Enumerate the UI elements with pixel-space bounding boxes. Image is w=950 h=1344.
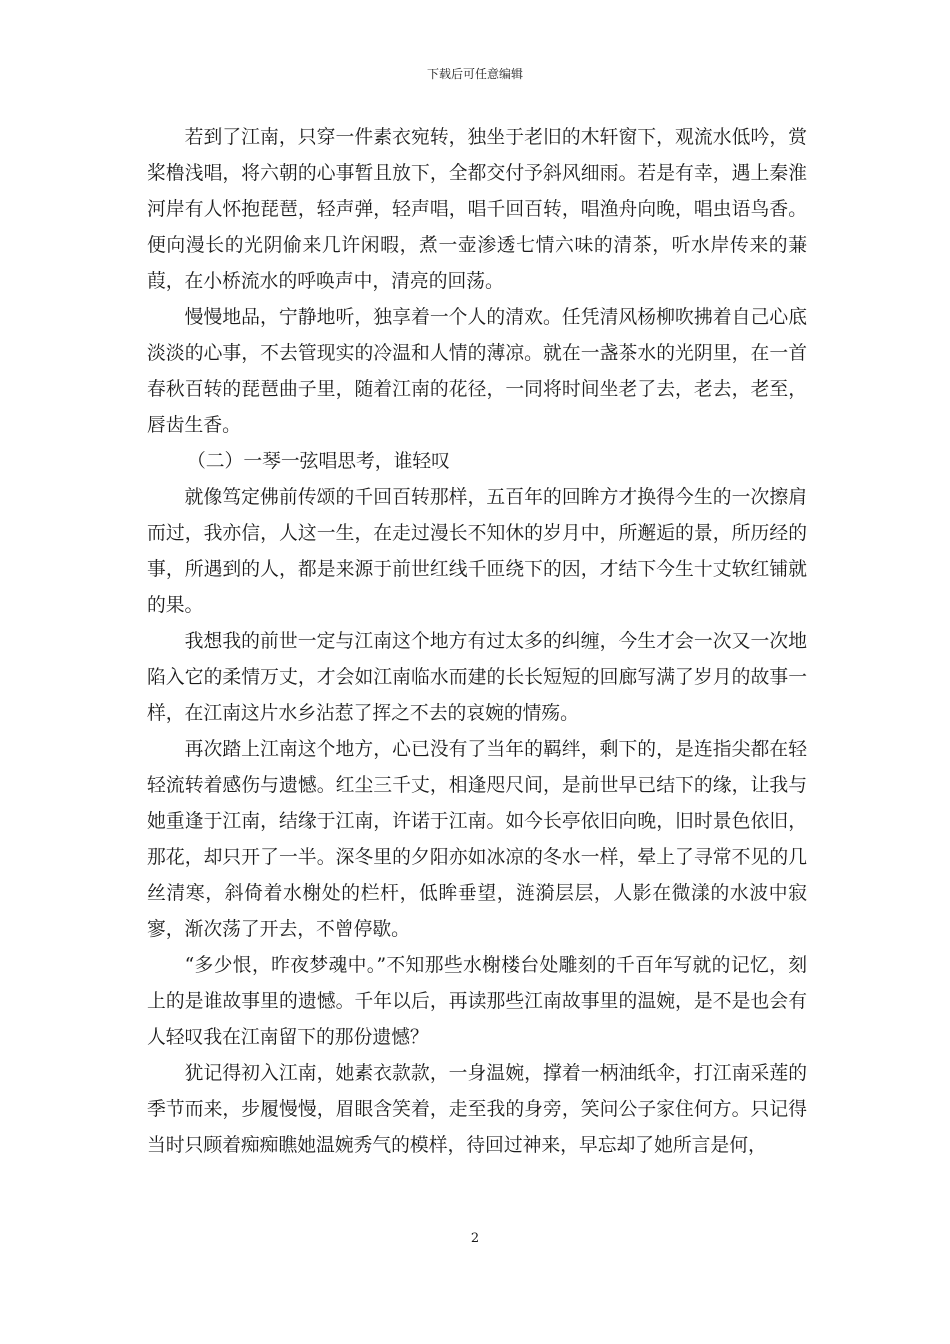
page-number: 2 (470, 1231, 480, 1246)
paragraph: 再次踏上江南这个地方，心已没有了当年的羁绊，剩下的，是连指尖都在轻轻流转着感伤与遗憾。红尘三千丈，相逢咫尺间，是前世早已结下的缘，让我与她重逢于江南，结缘于江南，许诺于江南。如今长亭依旧向晚，旧时景色依旧，那花，却只开了一半。深冬里的夕阳亦如冰凉的冬水一样，晕上了寻常不见的几丝清寒，斜倚着水榭处的栏杆，低眸垂望，涟漪层层，人影在微漾的水波中寂寥，渐次荡了开去，不曾停歇。 (147, 739, 807, 940)
paragraph: 若到了江南，只穿一件素衣宛转，独坐于老旧的木轩窗下，观流水低吟，赏桨橹浅唱，将六朝的心事暂且放下，全都交付予斜风细雨。若是有幸，遇上秦淮河岸有人怀抱琵琶，轻声弹，轻声唱，唱千回百转，唱渔舟向晚，唱虫语鸟香。便向漫长的光阴偷来几许闲暇，煮一壶渗透七情六味的清茶，听水岸传来的蒹葭，在小桥流水的呼唤声中，清亮的回荡。 (147, 127, 807, 292)
paragraph: 犹记得初入江南，她素衣款款，一身温婉，撑着一柄油纸伞，打江南采莲的季节而来，步履慢慢，眉眼含笑着，走至我的身旁，笑问公子家住何方。只记得当时只顾着痴痴瞧她温婉秀气的模样，待回过神来，早忘却了她所言是何， (147, 1063, 807, 1156)
page-header: 下载后可任意编辑 (426, 67, 523, 81)
section-heading: （二）一琴一弦唱思考，谁轻叹 (187, 451, 450, 472)
paragraph: “多少恨，昨夜梦魂中。”不知那些水榭楼台处雕刻的千百年写就的记忆，刻上的是谁故事里的遗憾。千年以后，再读那些江南故事里的温婉，是不是也会有人轻叹我在江南留下的那份遗憾？ (147, 955, 807, 1048)
paragraph: 慢慢地品，宁静地听，独享着一个人的清欢。任凭清风杨柳吹拂着自己心底淡淡的心事，不去管现实的冷温和人情的薄凉。就在一盏茶水的光阴里，在一首春秋百转的琵琶曲子里，随着江南的花径，一同将时间坐老了去，老去，老至，唇齿生香。 (147, 307, 807, 436)
body-text (147, 120, 807, 1164)
paragraph: 就像笃定佛前传颂的千回百转那样，五百年的回眸方才换得今生的一次擦肩而过，我亦信，人这一生，在走过漫长不知休的岁月中，所邂逅的景，所历经的事，所遇到的人，都是来源于前世红线千匝绕下的因，才结下今生十丈软红铺就的果。 (147, 487, 807, 616)
paragraph: 我想我的前世一定与江南这个地方有过太多的纠缠，今生才会一次又一次地陷入它的柔情万丈，才会如江南临水而建的长长短短的回廊写满了岁月的故事一样，在江南这片水乡沾惹了挥之不去的哀婉的情殇。 (147, 631, 807, 724)
